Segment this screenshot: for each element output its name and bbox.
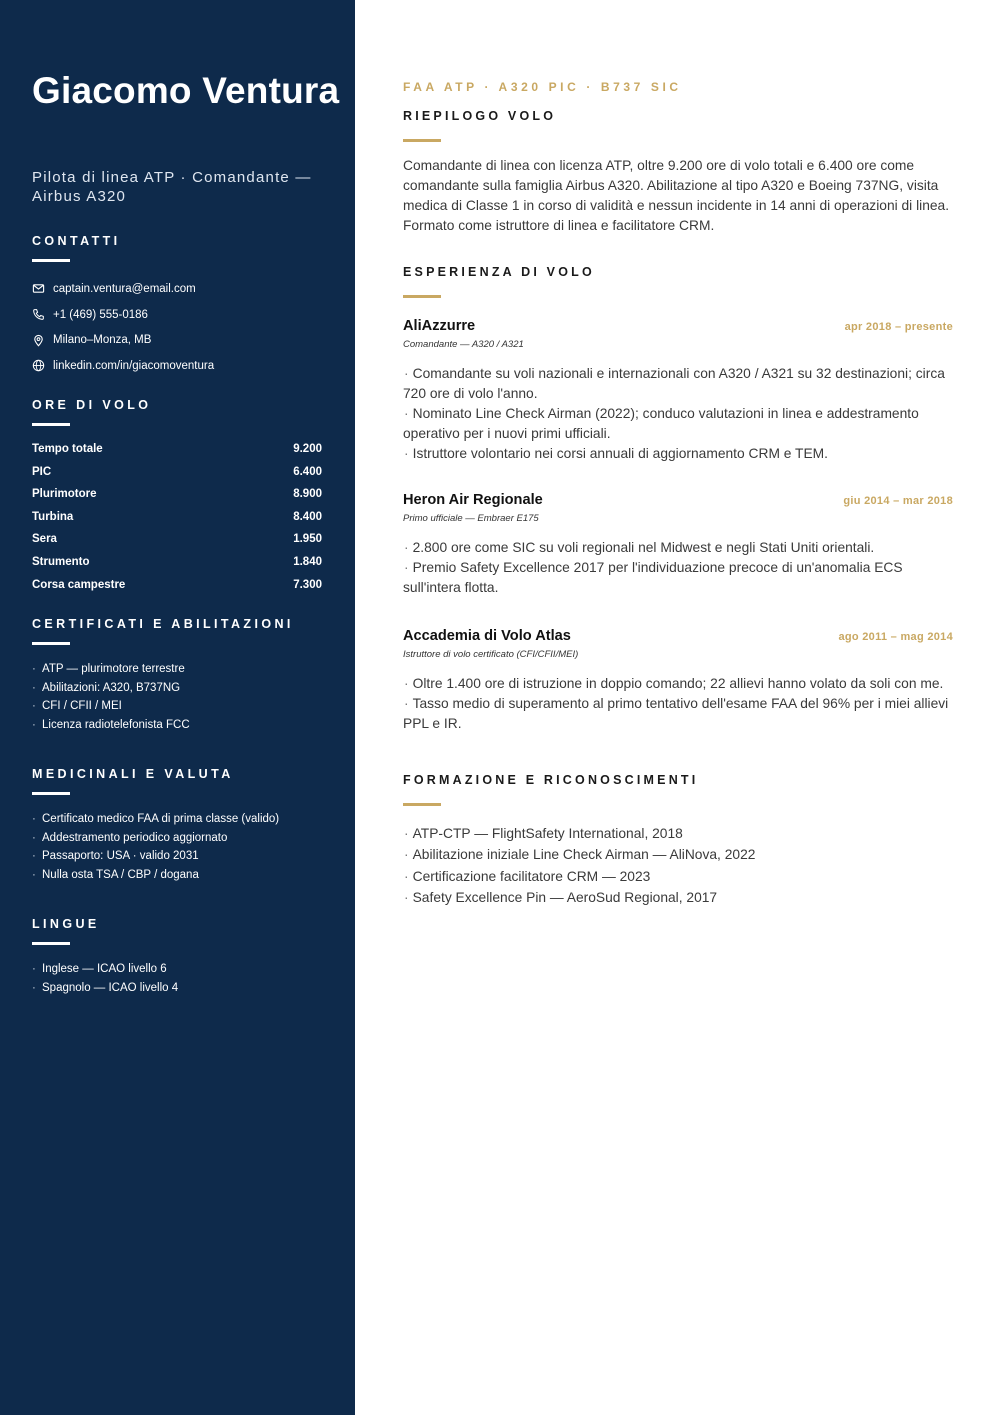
contact-location-text: Milano–Monza, MB xyxy=(53,334,152,347)
hours-value: 6.400 xyxy=(293,465,322,478)
hours-label: Turbina xyxy=(32,510,74,523)
section-divider xyxy=(32,942,70,945)
hours-value: 9.200 xyxy=(293,443,322,455)
list-item-text: ATP — plurimotore terrestre xyxy=(42,663,185,675)
section-divider xyxy=(32,792,70,795)
job-company: AliAzzurre xyxy=(403,318,476,334)
list-item: · Abilitazioni: A320, B737NG xyxy=(32,681,181,694)
certificates-list xyxy=(32,660,327,734)
flight-hours-title: ORE DI VOLO xyxy=(32,398,152,412)
contacts-title: CONTATTI xyxy=(32,234,121,248)
hours-label: PIC xyxy=(32,465,52,478)
phone-icon xyxy=(32,308,45,321)
job-company: Heron Air Regionale xyxy=(403,492,543,508)
flight-hours-section xyxy=(32,397,327,599)
medical-section xyxy=(32,766,327,884)
contact-phone[interactable] xyxy=(32,302,327,328)
list-item: · Premio Safety Excellence 2017 per l'individuazione precoce di un'anomalia ECS sull'intera flotta. xyxy=(403,560,903,595)
list-item-text: Certificato medico FAA di prima classe (valido) xyxy=(42,813,280,825)
summary-text: Comandante di linea con licenza ATP, oltre 9.200 ore di volo totali e 6.400 ore come comandante sulla famiglia Airbus A320. Abilitazione al tipo A320 e Boeing 737NG, visita medica di Classe 1 in corso di validità e nessun incidente in 14 anni di operazioni di linea. Formato come istruttore di linea e facilitatore CRM. xyxy=(403,158,950,233)
candidate-name: Giacomo Ventura xyxy=(32,70,340,111)
list-item-text: CFI / CFII / MEI xyxy=(42,700,122,713)
job-dates: giu 2014 – mar 2018 xyxy=(843,495,953,507)
summary-title: RIEPILOGO VOLO xyxy=(403,109,557,123)
hours-value: 1.840 xyxy=(293,555,322,568)
job-dates: ago 2011 – mag 2014 xyxy=(838,631,953,643)
list-item-text: Abilitazioni: A320, B737NG xyxy=(42,681,181,694)
list-item: · Certificazione facilitatore CRM — 2023 xyxy=(404,868,651,884)
list-item-text: Inglese — ICAO livello 6 xyxy=(42,963,167,975)
list-item-text: Tasso medio di superamento al primo tentativo dell'esame FAA del 96% per i miei allievi PPL e IR. xyxy=(403,696,949,731)
sidebar xyxy=(0,0,355,1415)
hours-row xyxy=(32,464,322,487)
section-divider xyxy=(32,259,70,262)
list-item-text: Istruttore volontario nei corsi annuali di aggiornamento CRM e TEM. xyxy=(412,446,828,461)
hours-row xyxy=(32,441,322,464)
list-item-text: Comandante su voli nazionali e internazionali con A320 / A321 su 32 destinazioni; circa 720 ore di volo l'anno. xyxy=(403,366,945,401)
hours-label: Plurimotore xyxy=(32,488,97,501)
job-company: Accademia di Volo Atlas xyxy=(403,628,571,644)
contact-linkedin[interactable] xyxy=(32,353,327,379)
certificates-title: CERTIFICATI E ABILITAZIONI xyxy=(32,617,294,631)
list-item: · Inglese — ICAO livello 6 xyxy=(32,963,167,975)
list-item: · Nulla osta TSA / CBP / dogana xyxy=(32,868,199,881)
list-item: · Nominato Line Check Airman (2022); conduco valutazioni in linea e addestramento operativo per i nuovi primi ufficiali. xyxy=(403,406,919,441)
list-item-text: Spagnolo — ICAO livello 4 xyxy=(42,981,179,994)
education-list xyxy=(403,823,953,909)
hours-label: Tempo totale xyxy=(32,443,103,455)
list-item: · Spagnolo — ICAO livello 4 xyxy=(32,981,179,994)
contacts-section xyxy=(32,233,327,379)
job-dates: apr 2018 – presente xyxy=(844,321,953,333)
list-item-text: Nulla osta TSA / CBP / dogana xyxy=(42,868,199,881)
languages-list xyxy=(32,960,327,997)
contact-email[interactable] xyxy=(32,276,327,302)
list-item: · Abilitazione iniziale Line Check Airman — AliNova, 2022 xyxy=(404,847,756,863)
medical-list xyxy=(32,810,327,884)
section-divider xyxy=(32,642,70,645)
list-item: · Safety Excellence Pin — AeroSud Regional, 2017 xyxy=(404,890,718,906)
credentials-kicker: FAA ATP · A320 PIC · B737 SIC xyxy=(403,80,682,94)
candidate-tagline: Pilota di linea ATP · Comandante — Airbus A320 xyxy=(32,169,312,205)
list-item-text: 2.800 ore come SIC su voli regionali nel Midwest e negli Stati Uniti orientali. xyxy=(412,540,875,555)
list-item: · Tasso medio di superamento al primo tentativo dell'esame FAA del 96% per i miei allievi PPL e IR. xyxy=(403,696,949,731)
list-item: · Oltre 1.400 ore di istruzione in doppio comando; 22 allievi hanno volato da soli con me. xyxy=(404,676,944,691)
list-item: · Licenza radiotelefonista FCC xyxy=(32,718,190,731)
job-role: Istruttore di volo certificato (CFI/CFII/MEI) xyxy=(403,649,579,660)
list-item-text: Safety Excellence Pin — AeroSud Regional, 2017 xyxy=(412,890,718,906)
experience-title: ESPERIENZA DI VOLO xyxy=(403,265,595,279)
list-item: · ATP-CTP — FlightSafety International, 2018 xyxy=(404,826,683,841)
list-item-text: Oltre 1.400 ore di istruzione in doppio comando; 22 allievi hanno volato da soli con me. xyxy=(412,676,944,691)
experience-section xyxy=(403,264,953,298)
list-item-text: Licenza radiotelefonista FCC xyxy=(42,718,190,731)
list-item: · Istruttore volontario nei corsi annuali di aggiornamento CRM e TEM. xyxy=(404,446,828,461)
section-divider xyxy=(403,803,441,806)
hours-value: 1.950 xyxy=(293,533,322,546)
hours-label: Corsa campestre xyxy=(32,578,126,591)
job-role: Primo ufficiale — Embraer E175 xyxy=(403,513,539,524)
list-item-text: Addestramento periodico aggiornato xyxy=(42,831,228,844)
location-pin-icon xyxy=(32,334,45,347)
education-section xyxy=(403,772,953,909)
section-divider xyxy=(403,295,441,298)
hours-row xyxy=(32,486,322,509)
list-item-text: Premio Safety Excellence 2017 per l'individuazione precoce di un'anomalia ECS sull'intera flotta. xyxy=(403,560,903,595)
hours-label: Strumento xyxy=(32,555,90,568)
list-item-text: Passaporto: USA · valido 2031 xyxy=(42,850,199,863)
hours-row xyxy=(32,577,322,600)
job-bullets xyxy=(403,538,953,598)
mail-icon xyxy=(32,282,45,295)
list-item: · 2.800 ore come SIC su voli regionali nel Midwest e negli Stati Uniti orientali. xyxy=(404,540,875,555)
section-divider xyxy=(403,139,441,142)
languages-section xyxy=(32,916,327,997)
job-entry xyxy=(403,318,953,464)
contact-location xyxy=(32,327,327,353)
hours-value: 8.400 xyxy=(293,510,322,523)
certificates-section xyxy=(32,616,327,734)
flight-hours-list xyxy=(32,441,322,599)
contact-phone-text: +1 (469) 555-0186 xyxy=(53,308,148,321)
job-role: Comandante — A320 / A321 xyxy=(403,339,524,350)
section-divider xyxy=(32,423,70,426)
hours-value: 8.900 xyxy=(293,488,322,501)
list-item: · ATP — plurimotore terrestre xyxy=(32,663,185,675)
list-item: · Comandante su voli nazionali e internazionali con A320 / A321 su 32 destinazioni; circa 720 ore di volo l'anno. xyxy=(403,366,945,401)
medical-title: MEDICINALI E VALUTA xyxy=(32,767,234,781)
job-entry xyxy=(403,492,953,598)
list-item: · CFI / CFII / MEI xyxy=(32,700,122,713)
hours-row xyxy=(32,531,322,554)
list-item-text: Nominato Line Check Airman (2022); conduco valutazioni in linea e addestramento operativo per i nuovi primi ufficiali. xyxy=(403,406,919,441)
list-item-text: Abilitazione iniziale Line Check Airman — AliNova, 2022 xyxy=(412,847,756,863)
hours-value: 7.300 xyxy=(293,578,322,591)
job-bullets xyxy=(403,364,953,464)
list-item: · Certificato medico FAA di prima classe (valido) xyxy=(32,813,280,825)
contact-email-text: captain.ventura@email.com xyxy=(53,282,196,295)
contact-linkedin-text: linkedin.com/in/giacomoventura xyxy=(53,359,215,372)
job-bullets xyxy=(403,674,953,734)
hours-row xyxy=(32,509,322,532)
languages-title: LINGUE xyxy=(32,917,100,931)
list-item-text: Certificazione facilitatore CRM — 2023 xyxy=(412,868,651,884)
hours-row xyxy=(32,554,322,577)
list-item: · Passaporto: USA · valido 2031 xyxy=(32,850,199,863)
list-item: · Addestramento periodico aggiornato xyxy=(32,831,228,844)
education-title: FORMAZIONE E RICONOSCIMENTI xyxy=(403,773,699,787)
summary-section xyxy=(403,108,953,236)
globe-icon xyxy=(32,359,45,372)
list-item-text: ATP-CTP — FlightSafety International, 2018 xyxy=(412,826,683,841)
contact-list xyxy=(32,276,327,379)
hours-label: Sera xyxy=(32,533,57,546)
job-entry xyxy=(403,628,953,734)
